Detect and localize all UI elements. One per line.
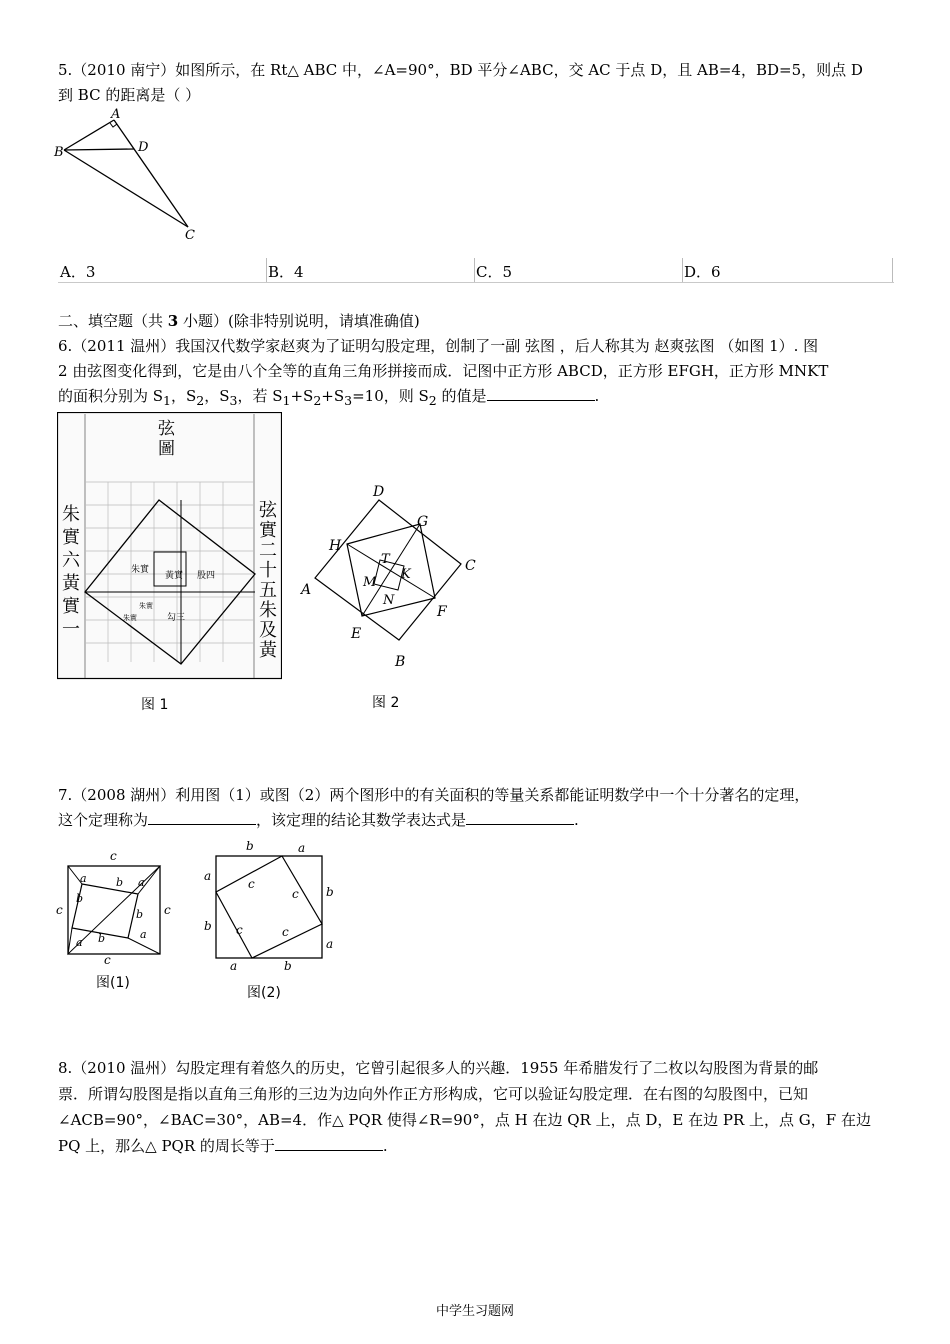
svg-text:b: b xyxy=(116,876,124,889)
fig2-label-H: H xyxy=(329,538,342,554)
fig2-label-D: D xyxy=(373,484,385,500)
svg-text:實: 實 xyxy=(259,520,277,541)
svg-text:a: a xyxy=(138,876,145,889)
q5-text-line2: 到 BC 的距离是（ ） xyxy=(58,86,201,104)
svg-text:a: a xyxy=(326,937,334,951)
q5-options-row xyxy=(58,258,894,283)
q6-text-line2: 2 由弦图变化得到，它是由八个全等的直角三角形拼接而成．记图中正方形 ABCD，正方形 EFGH，正方形 MNKT xyxy=(58,362,829,380)
svg-text:c: c xyxy=(104,953,111,966)
svg-text:朱: 朱 xyxy=(259,600,277,621)
svg-text:a: a xyxy=(298,841,306,855)
fig2-label-N: N xyxy=(383,593,395,608)
footer-site-name: 中学生习题网 xyxy=(435,1304,514,1319)
q7-fig2-caption: 图(2) xyxy=(247,985,281,1001)
option-d[interactable]: D．6 xyxy=(684,263,721,281)
fig1-right-char1: 弦 xyxy=(259,500,277,521)
fig2-caption: 图 2 xyxy=(372,695,400,711)
q8-text-line1: 8.（2010 温州）勾股定理有着悠久的历史，它曾引起很多人的兴趣．1955 年希腊发行了二枚以勾股图为背景的邮 xyxy=(58,1059,819,1077)
section2-title: 二、填空题（共 3 小题）(除非特别说明，请填准确值) xyxy=(58,312,420,330)
q7-expression-blank[interactable] xyxy=(466,810,574,825)
q8-text-line2: 票．所谓勾股图是指以直角三角形的三边为边向外作正方形构成，它可以验证勾股定理．在右图的勾股图中，已知 xyxy=(58,1085,809,1103)
svg-text:b: b xyxy=(204,919,212,933)
q7-theorem-blank[interactable] xyxy=(148,810,256,825)
fig1-inner-huangshi: 黃實 xyxy=(165,571,184,581)
fig2-label-G: G xyxy=(417,514,429,530)
svg-text:a: a xyxy=(204,869,212,883)
label-C: C xyxy=(185,228,195,243)
svg-text:一: 一 xyxy=(62,619,80,640)
svg-text:黃: 黃 xyxy=(62,573,80,594)
label-A: A xyxy=(111,107,121,122)
svg-text:c: c xyxy=(110,849,117,863)
svg-text:c: c xyxy=(248,877,255,891)
q7-figure2 xyxy=(198,836,338,976)
option-b[interactable]: B．4 xyxy=(268,263,304,281)
fig1-caption: 图 1 xyxy=(141,697,169,713)
q5-triangle-figure xyxy=(50,105,210,245)
option-c[interactable]: C．5 xyxy=(476,263,513,281)
q6-text-line3: 的面积分别为 $S_1$，$S_2$，$S_3$，若 $S_1+S_2+S_3=10$，则 $S_2$ 的值是 . xyxy=(58,387,600,408)
fig2-label-M: M xyxy=(363,575,377,590)
svg-text:c: c xyxy=(236,923,243,937)
svg-text:b: b xyxy=(246,839,254,853)
svg-text:二: 二 xyxy=(259,540,277,561)
q6-answer-blank[interactable] xyxy=(487,386,595,401)
option-a[interactable]: A．3 xyxy=(60,263,96,281)
svg-text:實: 實 xyxy=(62,596,80,617)
svg-text:c: c xyxy=(164,903,171,917)
q6-text-line1: 6.（2011 温州）我国汉代数学家赵爽为了证明勾股定理，创制了一副 弦图 ，后人称其为 赵爽弦图 （如图 1）. 图 xyxy=(58,337,819,355)
fig1-title-char2: 圖 xyxy=(158,439,175,459)
fig2-label-K: K xyxy=(401,567,411,582)
q7-text-line2: 这个定理称为 ，该定理的结论其数学表达式是 . xyxy=(58,811,579,829)
svg-text:朱實: 朱實 xyxy=(123,614,137,622)
svg-text:c: c xyxy=(292,887,299,901)
svg-text:朱實: 朱實 xyxy=(139,602,153,610)
q7-fig1-caption: 图(1) xyxy=(96,975,130,991)
q5-text-line1: 5.（2010 南宁）如图所示，在 Rt△ ABC 中，∠A=90°，BD 平分∠ABC，交 AC 于点 D，且 AB=4，BD=5，则点 D xyxy=(58,61,863,79)
label-D: D xyxy=(138,140,149,155)
svg-text:六: 六 xyxy=(62,550,80,571)
fig2-label-C: C xyxy=(465,558,476,574)
svg-text:a: a xyxy=(76,936,83,949)
svg-text:b: b xyxy=(326,885,334,899)
fig1-left-char1: 朱 xyxy=(62,504,80,525)
fig1-inner-gou: 勾三 xyxy=(167,613,186,623)
fig2-label-T: T xyxy=(381,552,390,567)
q6-figure2 xyxy=(295,482,485,672)
q8-answer-blank[interactable] xyxy=(275,1136,383,1151)
q8-text-line4: PQ 上，那么△ PQR 的周长等于 . xyxy=(58,1137,388,1155)
svg-text:實: 實 xyxy=(62,527,80,548)
svg-text:黃: 黃 xyxy=(259,640,277,661)
fig1-inner-zhushi: 朱實 xyxy=(131,565,150,575)
svg-text:b: b xyxy=(76,892,84,905)
svg-text:c: c xyxy=(282,925,289,939)
svg-text:b: b xyxy=(284,959,292,973)
fig1-title-char1: 弦 xyxy=(158,419,175,439)
q8-text-line3: ∠ACB=90°，∠BAC=30°，AB=4．作△ PQR 使得∠R=90°，点 H 在边 QR 上，点 D，E 在边 PR 上，点 G，F 在边 xyxy=(58,1111,871,1129)
svg-text:b: b xyxy=(136,908,144,921)
svg-text:b: b xyxy=(98,932,106,945)
svg-text:c: c xyxy=(56,903,63,917)
svg-text:五: 五 xyxy=(259,580,277,601)
fig2-label-B: B xyxy=(395,654,406,670)
q7-figure1 xyxy=(52,846,178,966)
label-B: B xyxy=(54,145,64,160)
q7-text-line1: 7.（2008 湖州）利用图（1）或图（2）两个图形中的有关面积的等量关系都能证明数学中一个十分著名的定理， xyxy=(58,786,810,804)
q6-figure1-xiantu xyxy=(57,412,282,680)
svg-text:a: a xyxy=(140,928,147,941)
fig2-label-A: A xyxy=(301,582,312,598)
fig2-label-F: F xyxy=(437,604,447,620)
svg-text:a: a xyxy=(230,959,238,973)
svg-text:a: a xyxy=(80,872,87,885)
fig1-inner-gu: 股四 xyxy=(197,571,216,581)
svg-text:及: 及 xyxy=(259,620,277,641)
fig2-label-E: E xyxy=(351,626,362,642)
svg-text:十: 十 xyxy=(259,560,277,581)
